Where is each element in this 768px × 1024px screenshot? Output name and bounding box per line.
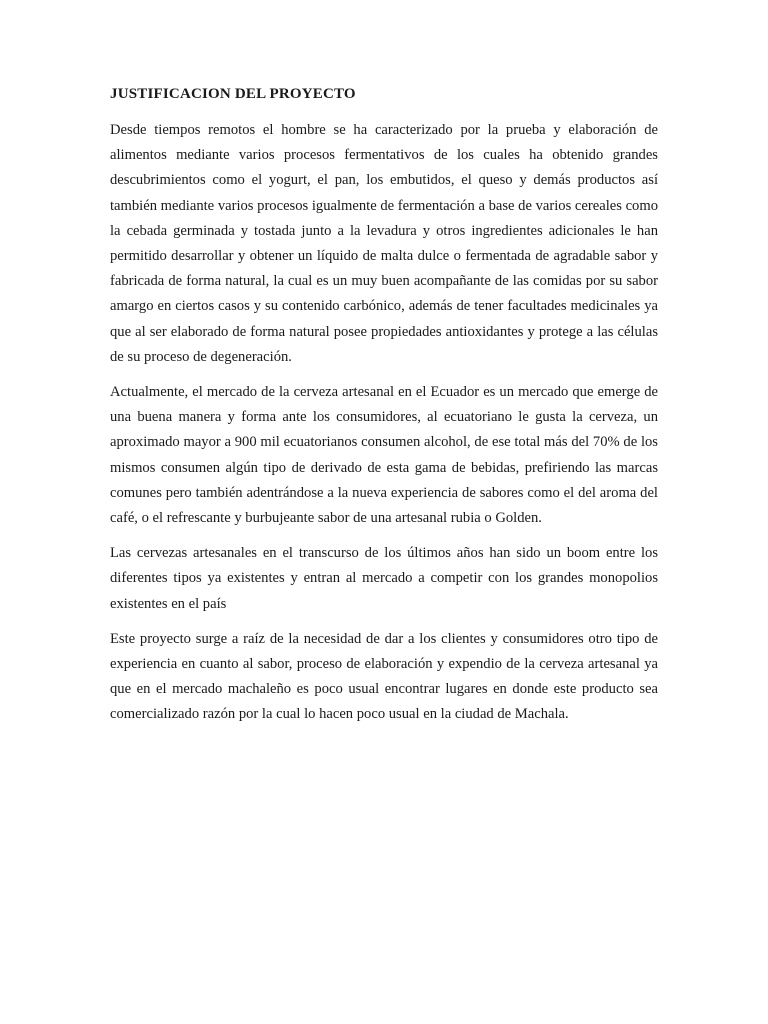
paragraph-2: Actualmente, el mercado de la cerveza artesanal en el Ecuador es un mercado que emerge de una buena manera y forma ante los consumidores, al ecuatoriano le gusta la cerveza, un aproximado mayor a 900 mil ecuatorianos consumen alcohol, de ese total más del 70% de los mismos consumen algún tipo de derivado de esta gama de bebidas, prefiriendo las marcas comunes pero también adentrándose a la nueva experiencia de sabores como el del aroma del café, o el refrescante y burbujeante sabor de una artesanal rubia o Golden. <box>110 384 658 527</box>
paragraph-1: Desde tiempos remotos el hombre se ha caracterizado por la prueba y elaboración de alimentos mediante varios procesos fermentativos de los cuales ha obtenido grandes descubrimientos como el yogurt, el pan, los embutidos, el queso y demás productos así también mediante varios procesos igualmente de fermentación a base de varios cereales como la cebada germinada y tostada junto a la levadura y otros ingredientes adicionales le han permitido desarrollar y obtener un líquido de malta dulce o fermentada de agradable sabor y fabricada de forma natural, la cual es un muy buen acompañante de las comidas por su sabor amargo en ciertos casos y su contenido carbónico, además de tener facultades medicinales ya que al ser elaborado de forma natural posee propiedades antioxidantes y protege a las células de su proceso de degeneración. <box>110 122 658 365</box>
paragraph-4: Este proyecto surge a raíz de la necesidad de dar a los clientes y consumidores otro tipo de experiencia en cuanto al sabor, proceso de elaboración y expendio de la cerveza artesanal ya que en el mercado machaleño es poco usual encontrar lugares en donde este producto sea comercializado razón por la cual lo hacen poco usual en la ciudad de Machala. <box>110 630 658 723</box>
paragraph-3: Las cervezas artesanales en el transcurso de los últimos años han sido un boom entre los diferentes tipos ya existentes y entran al mercado a competir con los grandes monopolios existentes en el país <box>110 545 658 612</box>
document-body <box>110 84 658 738</box>
section-title: JUSTIFICACION DEL PROYECTO <box>110 86 356 102</box>
